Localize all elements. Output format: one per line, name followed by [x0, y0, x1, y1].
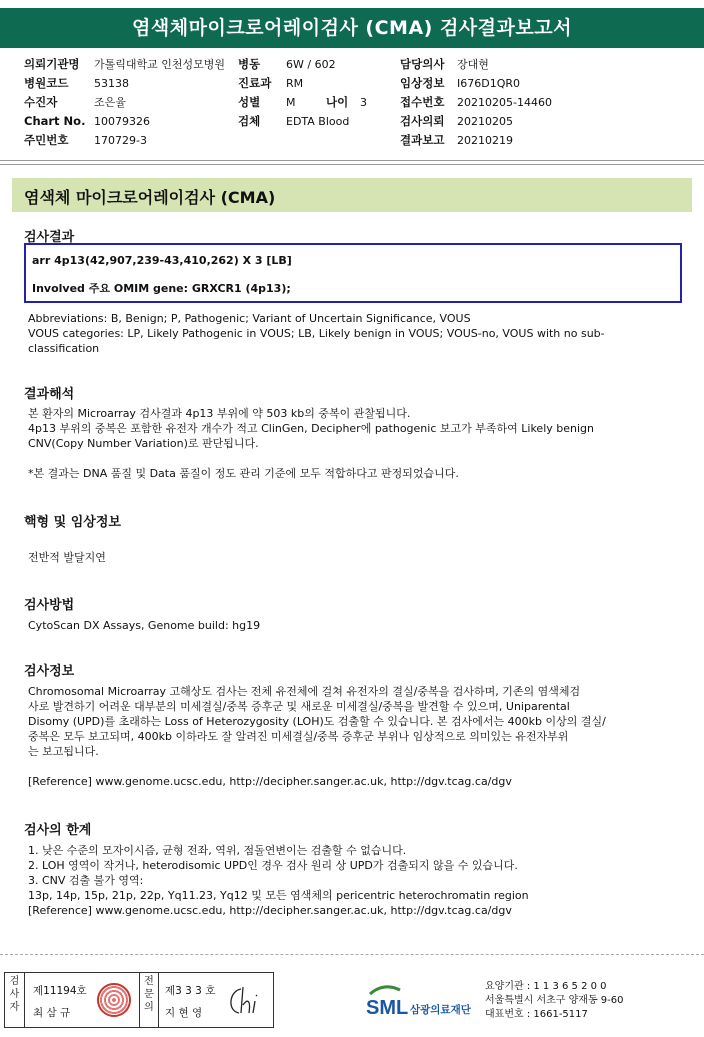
info-label: 수진자 [24, 95, 58, 109]
report-title: 염색체마이크로어레이검사 (CMA) 검사결과보고서 [0, 8, 704, 48]
footer [4, 972, 700, 1032]
info-row [238, 93, 367, 112]
lab-logo [364, 980, 484, 1024]
result-heading: 검사결과 [24, 230, 75, 245]
specialist-id: 제3 3 3 호 [165, 985, 216, 997]
interpretation-text [28, 406, 678, 481]
text-line: [Reference] www.genome.ucsc.edu, http://decipher.sanger.ac.uk, http://dgv.tcag.ca/dgv [28, 904, 512, 917]
specialist-label: 전 문 의 [139, 973, 159, 1027]
info-row [24, 74, 225, 93]
info-value: 가톨릭대학교 인천성모병원 [94, 58, 226, 71]
info-row [24, 112, 225, 131]
patient-info [0, 55, 704, 151]
info-value: 20210205-14460 [457, 96, 552, 109]
method-text: CytoScan DX Assays, Genome build: hg19 [28, 619, 261, 632]
text-line: 는 보고됩니다. [28, 745, 99, 758]
text-line: CNV(Copy Number Variation)로 판단됩니다. [28, 437, 259, 450]
info-row [400, 112, 552, 131]
info-label: 병동 [238, 57, 261, 71]
info-row [400, 74, 552, 93]
clinical-text: 전반적 발달지연 [28, 551, 106, 564]
section-title: 염색체 마이크로어레이검사 (CMA) [12, 178, 692, 212]
info-label: 검사의뢰 [400, 114, 445, 128]
info-value: RM [286, 77, 304, 90]
info-label: 의뢰기관명 [24, 57, 80, 71]
reference-line: [Reference] www.genome.ucsc.edu, http://decipher.sanger.ac.uk, http://dgv.tcag.ca/dgv [28, 775, 512, 788]
info-row [24, 131, 225, 150]
info-label: 임상정보 [400, 76, 445, 90]
specialist-name: 지 현 영 [165, 1007, 203, 1019]
text-line: 본 환자의 Microarray 검사결과 4p13 부위에 약 503 kb의 중복이 관찰됩니다. [28, 407, 411, 420]
text-line: Disomy (UPD)를 초래하는 Loss of Heterozygosity (LOH)도 검출할 수 있습니다. 본 검사에서는 400kb 이상의 결실/ [28, 715, 606, 728]
divider [0, 160, 704, 161]
test-info-text [28, 684, 678, 789]
info-label: 검체 [238, 114, 261, 128]
interpretation-heading: 결과해석 [24, 387, 75, 402]
test-info-heading: 검사정보 [24, 664, 75, 679]
signature-box [4, 972, 274, 1028]
info-value: 20210219 [457, 134, 513, 147]
info-col-1 [24, 55, 225, 150]
info-row [24, 55, 225, 74]
limits-heading: 검사의 한계 [24, 823, 92, 838]
note-line: Abbreviations: B, Benign; P, Pathogenic; Variant of Uncertain Significance, VOUS [28, 312, 471, 325]
info-value: 3 [360, 96, 367, 109]
lab-phone: 대표번호 : 1661-5117 [485, 1009, 588, 1020]
info-label: 진료과 [238, 76, 272, 90]
info-row [400, 55, 552, 74]
info-label: 결과보고 [400, 133, 445, 147]
tester-name: 최 삼 규 [33, 1007, 71, 1019]
lab-info [485, 980, 624, 1022]
method-heading: 검사방법 [24, 598, 75, 613]
info-label: 성별 [238, 95, 261, 109]
info-row [238, 112, 367, 131]
info-row [400, 131, 552, 150]
text-line: 13p, 14p, 15p, 21p, 22p, Yq11.23, Yq12 및 모든 염색체의 pericentric heterochromatin region [28, 889, 529, 902]
clinical-heading: 핵형 및 임상정보 [24, 515, 121, 530]
info-label: 주민번호 [24, 133, 69, 147]
lab-code: 요양기관 : 1 1 3 6 5 2 0 0 [485, 981, 607, 992]
sml-logo-icon [364, 980, 484, 1024]
info-value: M [286, 96, 296, 109]
info-value: 10079326 [94, 115, 150, 128]
info-value: 장대현 [457, 58, 489, 71]
info-col-3 [400, 55, 552, 150]
text-line: 4p13 부위의 중복은 포함한 유전자 개수가 적고 ClinGen, Decipher에 pathogenic 보고가 부족하여 Likely benign [28, 422, 594, 435]
info-label: 담당의사 [400, 57, 445, 71]
lab-name: 삼광의료재단 [410, 1004, 471, 1016]
info-value: EDTA Blood [286, 115, 350, 128]
info-value: 170729-3 [94, 134, 147, 147]
info-label: Chart No. [24, 114, 86, 128]
text-line: Chromosomal Microarray 고해상도 검사는 전체 유전체에 걸쳐 유전자의 결실/중복을 검사하며, 기존의 염색체검 [28, 685, 581, 698]
divider [0, 164, 704, 165]
tester-label: 검 사 자 [5, 973, 25, 1027]
result-box [24, 243, 682, 303]
tester-id: 제11194호 [33, 985, 87, 997]
limits-text [28, 843, 678, 918]
note-line: classification [28, 342, 100, 355]
info-value: I676D1QR0 [457, 77, 521, 90]
abbreviation-notes [28, 311, 678, 356]
info-label: 나이 [326, 95, 349, 109]
info-value: 53138 [94, 77, 129, 90]
info-row [24, 93, 225, 112]
text-line: 3. CNV 검출 불가 영역: [28, 874, 144, 887]
quality-note: *본 결과는 DNA 품질 및 Data 품질이 정도 관리 기준에 모두 적합하다고 판정되었습니다. [28, 467, 459, 480]
text-line: 사로 발견하기 어려운 대부분의 미세결실/중복 증후군 및 새로운 미세결실/중복을 발견할 수 있으며, Uniparental [28, 700, 570, 713]
note-line: VOUS categories: LP, Likely Pathogenic in VOUS; LB, Likely benign in VOUS; VOUS-no, VOUS with no sub- [28, 327, 605, 340]
info-value: 20210205 [457, 115, 513, 128]
text-line: 1. 낮은 수준의 모자이시즘, 균형 전좌, 역위, 점돌연변이는 검출할 수 없습니다. [28, 844, 407, 857]
info-row [238, 74, 367, 93]
footer-divider [0, 954, 704, 955]
info-value: 6W / 602 [286, 58, 336, 71]
text-line: 2. LOH 영역이 작거나, heterodisomic UPD인 경우 검사 원리 상 UPD가 검출되지 않을 수 있습니다. [28, 859, 518, 872]
info-row [238, 55, 367, 74]
result-omim-gene: Involved 주요 OMIM gene: GRXCR1 (4p13); [32, 282, 291, 295]
info-label: 병원코드 [24, 76, 69, 90]
lab-brand: SML [366, 997, 409, 1019]
info-value: 조은율 [94, 96, 126, 109]
info-row [400, 93, 552, 112]
lab-address: 서울특별시 서초구 양재동 9-60 [485, 995, 624, 1006]
signature [225, 983, 269, 1019]
result-karyotype: arr 4p13(42,907,239-43,410,262) X 3 [LB] [32, 254, 292, 267]
info-col-2 [238, 55, 367, 131]
text-line: 중복은 모두 보고되며, 400kb 이하라도 잘 알려진 미세결실/중복 증후군 부위나 임상적으로 의미있는 유전자부위 [28, 730, 569, 743]
seal-stamp [97, 983, 131, 1017]
info-label: 접수번호 [400, 95, 445, 109]
